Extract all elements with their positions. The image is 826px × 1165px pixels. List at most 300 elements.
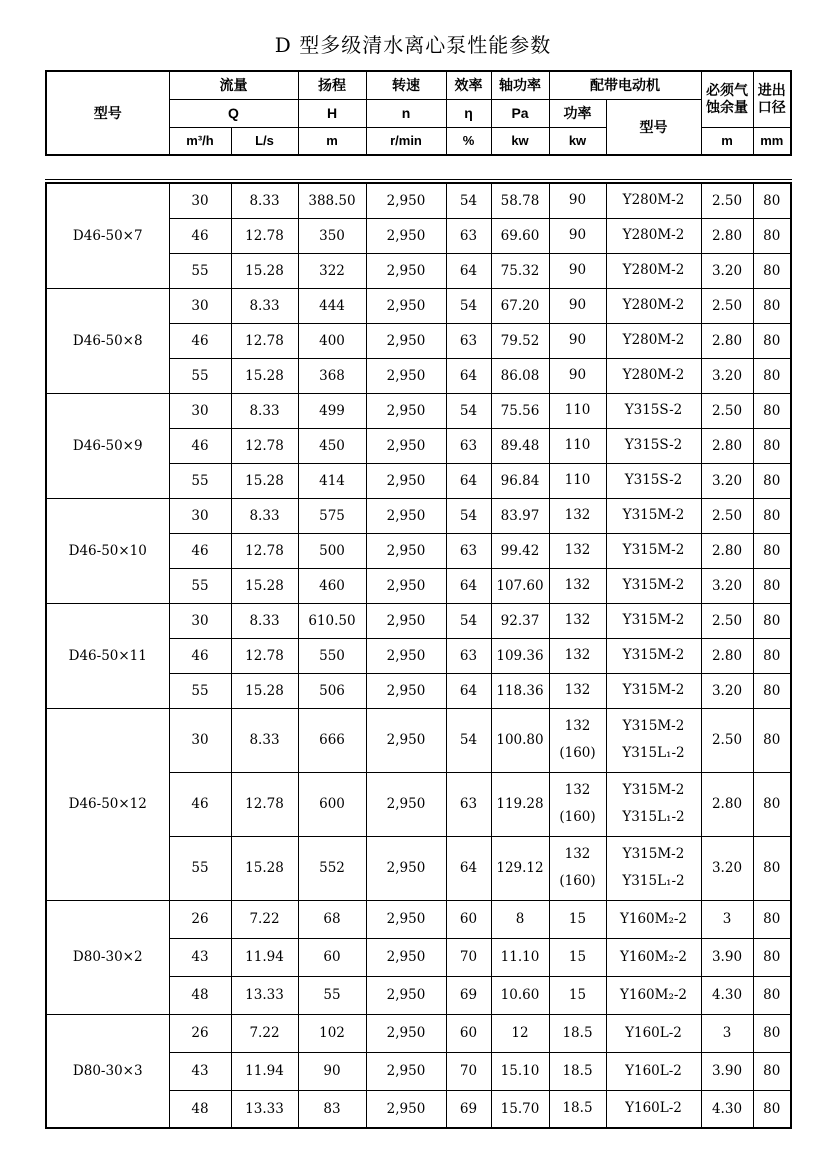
cell-shaft-kw: 92.37 (491, 603, 549, 638)
cell-eff: 63 (446, 533, 491, 568)
cell-npsh-m: 2.50 (701, 393, 753, 428)
header-model: 型号 (46, 71, 169, 155)
cell-line: 132 (564, 682, 591, 698)
cell-eff: 64 (446, 568, 491, 603)
page-title: D 型多级清水离心泵性能参数 (274, 33, 552, 57)
cell-motor-kw (549, 218, 606, 253)
cell-eff: 60 (446, 900, 491, 938)
cell-shaft-kw: 109.36 (491, 638, 549, 673)
cell-eff: 63 (446, 428, 491, 463)
cell-q-ls: 7.22 (231, 900, 298, 938)
cell-speed: 2,950 (366, 183, 446, 218)
cell-motor-model (606, 358, 701, 393)
cell-q-m3h: 30 (169, 183, 231, 218)
cell-line: Y315M-2 (622, 647, 685, 663)
cell-shaft-kw: 11.10 (491, 938, 549, 976)
cell-motor-kw (549, 938, 606, 976)
cell-q-m3h: 55 (169, 673, 231, 708)
cell-motor-kw (549, 393, 606, 428)
cell-head-m: 600 (298, 772, 366, 836)
cell-port-mm: 80 (753, 673, 791, 708)
cell-q-m3h: 55 (169, 463, 231, 498)
cell-npsh-m: 3.20 (701, 463, 753, 498)
cell-motor-model (606, 1090, 701, 1128)
pump-model-cell: D80-30×2 (46, 900, 169, 1014)
cell-q-ls: 15.28 (231, 568, 298, 603)
cell-q-ls: 8.33 (231, 393, 298, 428)
cell-port-mm: 80 (753, 428, 791, 463)
cell-line: (160) (559, 809, 596, 825)
cell-line: 90 (568, 367, 587, 383)
cell-port-mm: 80 (753, 1014, 791, 1052)
cell-q-m3h: 26 (169, 1014, 231, 1052)
cell-motor-model (606, 673, 701, 708)
cell-npsh-m: 3.90 (701, 938, 753, 976)
cell-q-m3h: 46 (169, 428, 231, 463)
cell-motor-kw (549, 253, 606, 288)
cell-motor-model (606, 463, 701, 498)
cell-motor-model (606, 836, 701, 900)
cell-port-mm: 80 (753, 183, 791, 218)
header-unit-npsh-m: m (701, 127, 753, 155)
header-port (753, 71, 791, 127)
cell-line: 132 (564, 507, 591, 523)
cell-port-mm: 80 (753, 836, 791, 900)
header-unit-rmin: r/min (366, 127, 446, 155)
cell-head-m: 83 (298, 1090, 366, 1128)
cell-head-m: 60 (298, 938, 366, 976)
cell-head-m: 460 (298, 568, 366, 603)
cell-head-m: 388.50 (298, 183, 366, 218)
cell-q-m3h: 46 (169, 638, 231, 673)
cell-line: Y315L₁-2 (622, 873, 685, 889)
cell-line: 18.5 (562, 1100, 593, 1117)
cell-npsh-m: 3.20 (701, 836, 753, 900)
cell-speed: 2,950 (366, 463, 446, 498)
cell-eff: 64 (446, 253, 491, 288)
header-row-1 (46, 71, 791, 99)
cell-shaft-kw: 15.10 (491, 1052, 549, 1090)
cell-line: 15 (568, 986, 587, 1003)
cell-head-m: 552 (298, 836, 366, 900)
cell-npsh-m: 2.50 (701, 288, 753, 323)
cell-line: Y315M-2 (622, 718, 685, 734)
cell-motor-model (606, 976, 701, 1014)
header-motor-model: 型号 (606, 99, 701, 155)
cell-eff: 54 (446, 498, 491, 533)
cell-line: Y315L₁-2 (622, 809, 685, 825)
cell-npsh-m: 2.50 (701, 603, 753, 638)
cell-motor-model (606, 1014, 701, 1052)
cell-motor-model (606, 938, 701, 976)
pump-model-cell: D46-50×8 (46, 288, 169, 393)
cell-npsh-m: 2.80 (701, 218, 753, 253)
cell-q-ls: 7.22 (231, 1014, 298, 1052)
cell-speed: 2,950 (366, 498, 446, 533)
cell-port-mm: 80 (753, 976, 791, 1014)
header-efficiency: 效率 (446, 71, 491, 99)
cell-head-m: 90 (298, 1052, 366, 1090)
cell-speed: 2,950 (366, 393, 446, 428)
cell-port-mm: 80 (753, 1090, 791, 1128)
cell-line: Y160L-2 (625, 1024, 682, 1041)
cell-q-m3h: 30 (169, 498, 231, 533)
cell-line: Y315S-2 (624, 402, 683, 418)
cell-eff: 70 (446, 1052, 491, 1090)
cell-motor-kw (549, 323, 606, 358)
cell-speed: 2,950 (366, 358, 446, 393)
cell-q-ls: 12.78 (231, 323, 298, 358)
header-shaft-power-symbol: Pa (491, 99, 549, 127)
cell-q-ls: 15.28 (231, 836, 298, 900)
cell-head-m: 322 (298, 253, 366, 288)
cell-line: Y280M-2 (622, 297, 685, 313)
cell-port-mm: 80 (753, 393, 791, 428)
cell-port-mm: 80 (753, 498, 791, 533)
cell-motor-model (606, 323, 701, 358)
cell-q-m3h: 48 (169, 976, 231, 1014)
cell-speed: 2,950 (366, 253, 446, 288)
cell-npsh-m: 3.90 (701, 1052, 753, 1090)
cell-port-mm: 80 (753, 218, 791, 253)
cell-speed: 2,950 (366, 772, 446, 836)
cell-q-m3h: 55 (169, 836, 231, 900)
cell-line: 90 (568, 192, 587, 209)
cell-line: 18.5 (562, 1062, 593, 1079)
cell-port-mm: 80 (753, 288, 791, 323)
cell-speed: 2,950 (366, 938, 446, 976)
cell-q-ls: 15.28 (231, 253, 298, 288)
cell-line: Y315L₁-2 (622, 745, 685, 761)
header-port-line2: 口径 (757, 99, 786, 116)
header-npsh-line1: 必须气 (706, 82, 748, 99)
cell-motor-kw (549, 772, 606, 836)
cell-head-m: 550 (298, 638, 366, 673)
cell-q-ls: 11.94 (231, 938, 298, 976)
cell-speed: 2,950 (366, 976, 446, 1014)
cell-q-m3h: 46 (169, 772, 231, 836)
cell-line: 132 (564, 577, 591, 593)
header-head: 扬程 (298, 71, 366, 99)
cell-line: Y280M-2 (622, 227, 685, 243)
cell-motor-model (606, 218, 701, 253)
cell-line: Y315M-2 (622, 682, 685, 698)
cell-eff: 54 (446, 708, 491, 772)
cell-port-mm: 80 (753, 900, 791, 938)
cell-line: 132 (564, 718, 591, 734)
cell-npsh-m: 2.50 (701, 183, 753, 218)
cell-motor-model (606, 393, 701, 428)
cell-port-mm: 80 (753, 323, 791, 358)
cell-shaft-kw: 10.60 (491, 976, 549, 1014)
cell-line: Y160M₂-2 (619, 986, 688, 1003)
cell-eff: 54 (446, 288, 491, 323)
cell-shaft-kw: 118.36 (491, 673, 549, 708)
pump-model-cell: D46-50×12 (46, 708, 169, 900)
cell-head-m: 666 (298, 708, 366, 772)
pump-model-cell: D46-50×11 (46, 603, 169, 708)
table-row (46, 708, 791, 772)
header-npsh (701, 71, 753, 127)
cell-shaft-kw: 107.60 (491, 568, 549, 603)
pump-table-body (46, 183, 791, 1128)
cell-eff: 64 (446, 358, 491, 393)
cell-shaft-kw: 75.32 (491, 253, 549, 288)
header-unit-m3h: m³/h (169, 127, 231, 155)
header-motor: 配带电动机 (549, 71, 701, 99)
cell-motor-kw (549, 603, 606, 638)
cell-eff: 63 (446, 218, 491, 253)
cell-eff: 64 (446, 836, 491, 900)
cell-head-m: 610.50 (298, 603, 366, 638)
cell-head-m: 499 (298, 393, 366, 428)
cell-shaft-kw: 75.56 (491, 393, 549, 428)
cell-q-ls: 12.78 (231, 428, 298, 463)
cell-motor-model (606, 498, 701, 533)
cell-motor-kw (549, 836, 606, 900)
cell-shaft-kw: 15.70 (491, 1090, 549, 1128)
cell-eff: 63 (446, 323, 491, 358)
header-shaft-power: 轴功率 (491, 71, 549, 99)
cell-speed: 2,950 (366, 603, 446, 638)
cell-npsh-m: 2.50 (701, 708, 753, 772)
cell-shaft-kw: 99.42 (491, 533, 549, 568)
cell-line: Y315M-2 (622, 612, 685, 628)
cell-line: Y280M-2 (622, 192, 685, 209)
cell-motor-model (606, 288, 701, 323)
cell-line: (160) (559, 873, 596, 889)
cell-line: Y315M-2 (622, 542, 685, 558)
cell-line: 132 (564, 612, 591, 628)
cell-q-m3h: 46 (169, 323, 231, 358)
cell-motor-model (606, 772, 701, 836)
cell-q-ls: 15.28 (231, 463, 298, 498)
cell-q-ls: 15.28 (231, 358, 298, 393)
cell-head-m: 400 (298, 323, 366, 358)
cell-q-ls: 13.33 (231, 1090, 298, 1128)
cell-line: 90 (568, 332, 587, 348)
cell-motor-kw (549, 463, 606, 498)
cell-q-ls: 12.78 (231, 638, 298, 673)
cell-shaft-kw: 79.52 (491, 323, 549, 358)
pump-model-cell: D46-50×7 (46, 183, 169, 288)
cell-speed: 2,950 (366, 288, 446, 323)
cell-head-m: 102 (298, 1014, 366, 1052)
cell-line: Y280M-2 (622, 332, 685, 348)
cell-line: Y315M-2 (622, 577, 685, 593)
header-table (45, 70, 792, 156)
cell-npsh-m: 3.20 (701, 358, 753, 393)
cell-port-mm: 80 (753, 253, 791, 288)
cell-motor-kw (549, 1052, 606, 1090)
cell-head-m: 68 (298, 900, 366, 938)
cell-speed: 2,950 (366, 1014, 446, 1052)
cell-head-m: 450 (298, 428, 366, 463)
cell-eff: 54 (446, 603, 491, 638)
cell-q-m3h: 55 (169, 253, 231, 288)
cell-line: 90 (568, 262, 587, 278)
cell-speed: 2,950 (366, 638, 446, 673)
cell-motor-model (606, 708, 701, 772)
cell-line: 18.5 (562, 1024, 593, 1041)
cell-eff: 63 (446, 772, 491, 836)
cell-shaft-kw: 8 (491, 900, 549, 938)
cell-speed: 2,950 (366, 323, 446, 358)
cell-motor-model (606, 638, 701, 673)
cell-q-ls: 8.33 (231, 603, 298, 638)
cell-q-ls: 13.33 (231, 976, 298, 1014)
table-top-rule (45, 179, 792, 180)
cell-motor-model (606, 900, 701, 938)
cell-motor-kw (549, 358, 606, 393)
table-row (46, 288, 791, 323)
header-efficiency-symbol: η (446, 99, 491, 127)
cell-motor-kw (549, 708, 606, 772)
cell-q-m3h: 55 (169, 358, 231, 393)
cell-eff: 54 (446, 393, 491, 428)
cell-shaft-kw: 12 (491, 1014, 549, 1052)
cell-line: Y315M-2 (622, 846, 685, 862)
cell-motor-kw (549, 288, 606, 323)
cell-speed: 2,950 (366, 673, 446, 708)
cell-npsh-m: 3.20 (701, 568, 753, 603)
header-unit-ls: L/s (231, 127, 298, 155)
cell-q-m3h: 26 (169, 900, 231, 938)
cell-motor-model (606, 428, 701, 463)
cell-port-mm: 80 (753, 358, 791, 393)
cell-shaft-kw: 69.60 (491, 218, 549, 253)
cell-q-m3h: 30 (169, 708, 231, 772)
header-unit-head-m: m (298, 127, 366, 155)
cell-q-ls: 15.28 (231, 673, 298, 708)
cell-head-m: 368 (298, 358, 366, 393)
header-flow: 流量 (169, 71, 298, 99)
cell-line: 132 (564, 782, 591, 798)
cell-head-m: 414 (298, 463, 366, 498)
header-unit-port-mm: mm (753, 127, 791, 155)
table-row (46, 900, 791, 938)
cell-motor-model (606, 603, 701, 638)
cell-port-mm: 80 (753, 603, 791, 638)
cell-q-ls: 12.78 (231, 218, 298, 253)
cell-eff: 69 (446, 976, 491, 1014)
cell-motor-kw (549, 976, 606, 1014)
cell-eff: 70 (446, 938, 491, 976)
cell-npsh-m: 2.80 (701, 323, 753, 358)
pump-model-cell: D80-30×3 (46, 1014, 169, 1128)
cell-npsh-m: 2.50 (701, 498, 753, 533)
header-unit-motor-kw: kw (549, 127, 606, 155)
cell-motor-kw (549, 498, 606, 533)
cell-npsh-m: 2.80 (701, 428, 753, 463)
cell-line: 90 (568, 227, 587, 243)
cell-q-ls: 8.33 (231, 498, 298, 533)
cell-port-mm: 80 (753, 533, 791, 568)
cell-line: Y160M₂-2 (619, 910, 688, 927)
cell-q-ls: 8.33 (231, 183, 298, 218)
cell-motor-kw (549, 638, 606, 673)
cell-motor-kw (549, 183, 606, 218)
header-speed-symbol: n (366, 99, 446, 127)
cell-line: Y315S-2 (624, 437, 683, 453)
cell-head-m: 55 (298, 976, 366, 1014)
cell-line: Y315S-2 (624, 472, 683, 488)
pump-model-cell: D46-50×10 (46, 498, 169, 603)
cell-line: Y315M-2 (622, 782, 685, 798)
cell-motor-kw (549, 533, 606, 568)
cell-port-mm: 80 (753, 938, 791, 976)
cell-port-mm: 80 (753, 708, 791, 772)
cell-line: Y280M-2 (622, 262, 685, 278)
cell-motor-kw (549, 1014, 606, 1052)
cell-line: 110 (564, 472, 591, 488)
header-unit-shaft-kw: kw (491, 127, 549, 155)
cell-speed: 2,950 (366, 533, 446, 568)
cell-q-ls: 11.94 (231, 1052, 298, 1090)
cell-motor-kw (549, 568, 606, 603)
cell-eff: 60 (446, 1014, 491, 1052)
cell-q-ls: 12.78 (231, 772, 298, 836)
cell-shaft-kw: 86.08 (491, 358, 549, 393)
cell-motor-model (606, 568, 701, 603)
cell-q-ls: 8.33 (231, 708, 298, 772)
cell-motor-model (606, 533, 701, 568)
cell-shaft-kw: 89.48 (491, 428, 549, 463)
cell-line: 15 (568, 910, 587, 927)
cell-line: Y160L-2 (625, 1100, 682, 1117)
header-npsh-line2: 蚀余量 (706, 99, 748, 116)
cell-motor-kw (549, 673, 606, 708)
cell-npsh-m: 2.80 (701, 638, 753, 673)
cell-port-mm: 80 (753, 638, 791, 673)
cell-npsh-m: 4.30 (701, 976, 753, 1014)
cell-shaft-kw: 67.20 (491, 288, 549, 323)
header-head-symbol: H (298, 99, 366, 127)
table-row (46, 603, 791, 638)
cell-npsh-m: 3.20 (701, 673, 753, 708)
cell-eff: 64 (446, 463, 491, 498)
cell-q-m3h: 48 (169, 1090, 231, 1128)
cell-speed: 2,950 (366, 218, 446, 253)
cell-line: 132 (564, 542, 591, 558)
cell-motor-model (606, 1052, 701, 1090)
cell-q-m3h: 30 (169, 393, 231, 428)
cell-port-mm: 80 (753, 1052, 791, 1090)
cell-shaft-kw: 119.28 (491, 772, 549, 836)
cell-eff: 69 (446, 1090, 491, 1128)
cell-q-m3h: 30 (169, 603, 231, 638)
cell-q-m3h: 55 (169, 568, 231, 603)
table-row (46, 498, 791, 533)
cell-line: 132 (564, 846, 591, 862)
cell-speed: 2,950 (366, 1090, 446, 1128)
cell-head-m: 500 (298, 533, 366, 568)
cell-speed: 2,950 (366, 836, 446, 900)
cell-line: 110 (564, 402, 591, 418)
cell-head-m: 350 (298, 218, 366, 253)
cell-shaft-kw: 100.80 (491, 708, 549, 772)
cell-line: 132 (564, 647, 591, 663)
cell-eff: 54 (446, 183, 491, 218)
header-speed: 转速 (366, 71, 446, 99)
cell-q-m3h: 43 (169, 938, 231, 976)
cell-shaft-kw: 83.97 (491, 498, 549, 533)
cell-speed: 2,950 (366, 568, 446, 603)
cell-port-mm: 80 (753, 772, 791, 836)
cell-motor-kw (549, 428, 606, 463)
cell-npsh-m: 4.30 (701, 1090, 753, 1128)
header-port-line1: 进出 (757, 82, 786, 99)
